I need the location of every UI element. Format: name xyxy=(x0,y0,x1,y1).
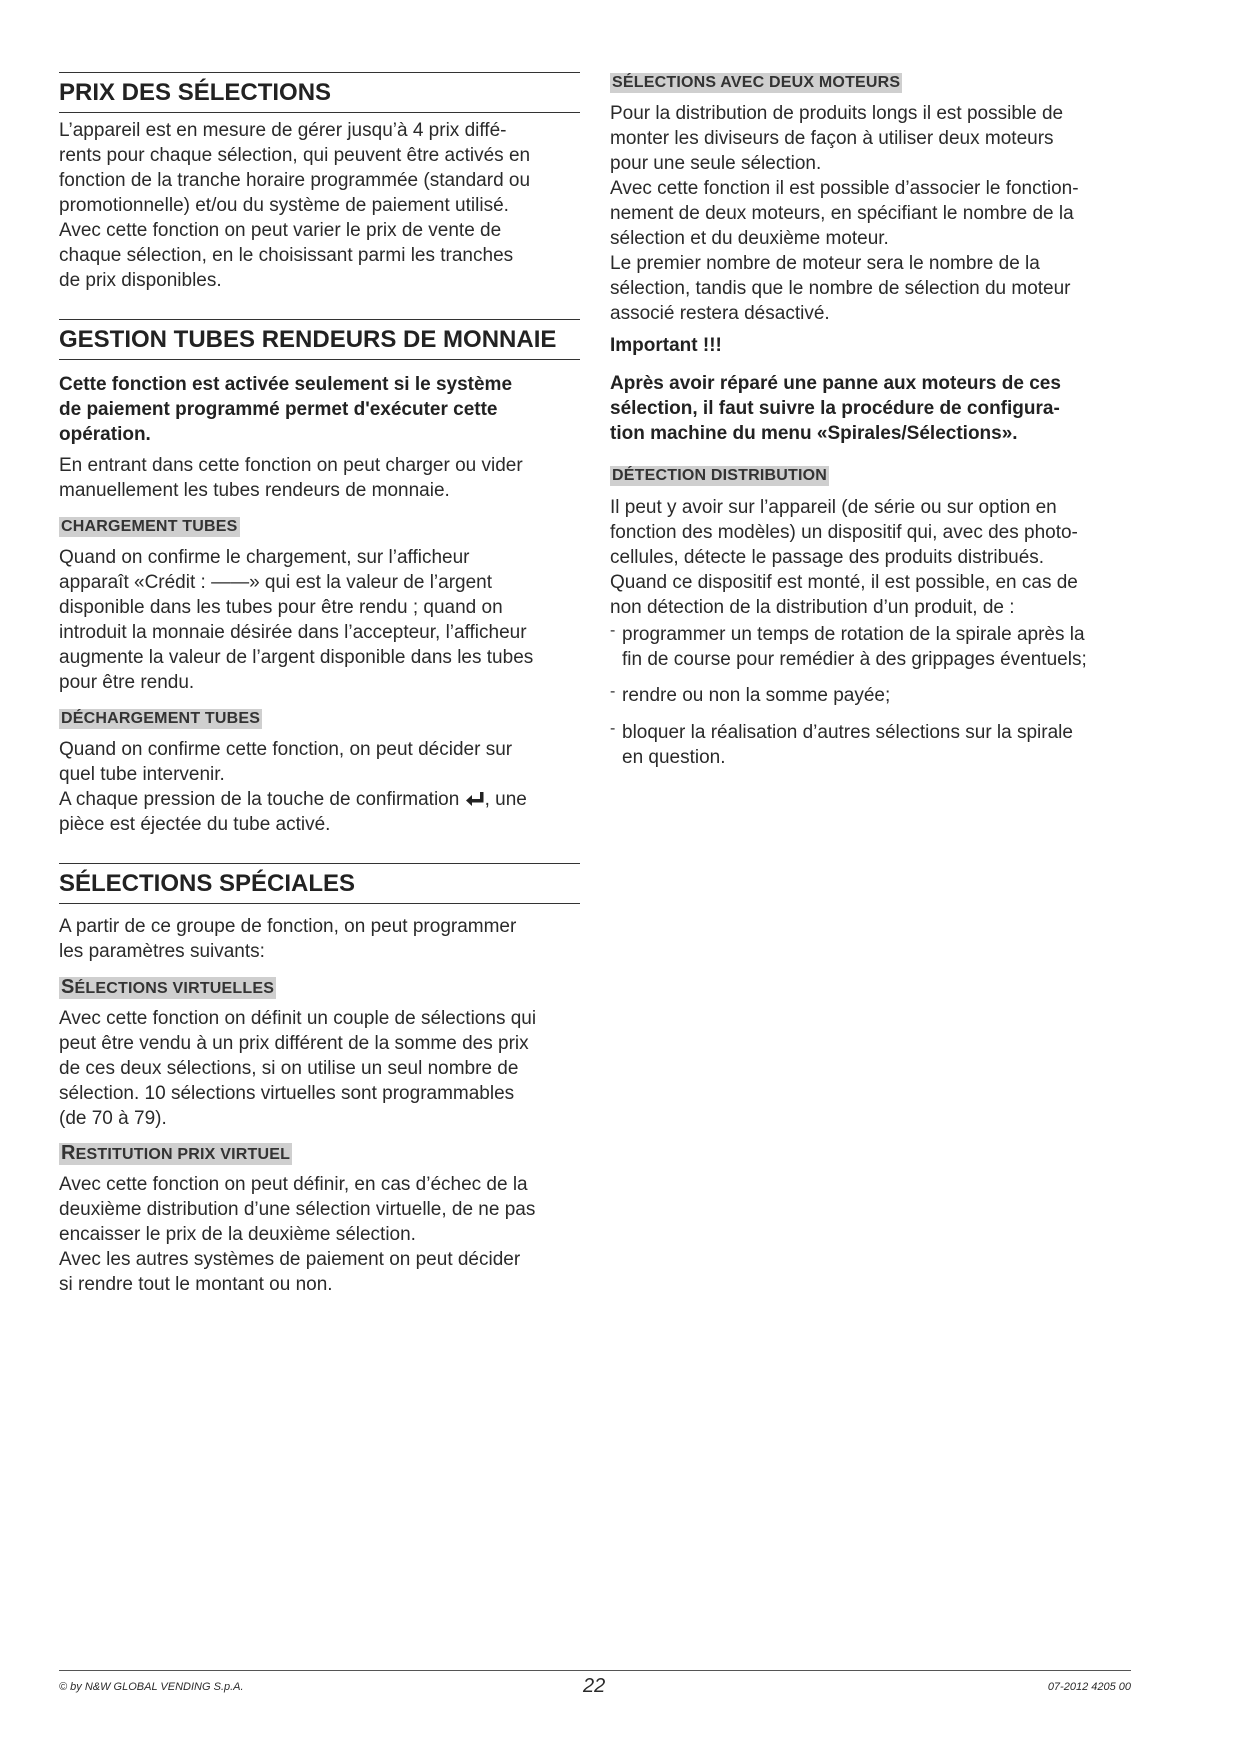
section-title: SÉLECTIONS SPÉCIALES xyxy=(59,863,580,904)
text-line: Le premier nombre de moteur sera le nombre de la xyxy=(610,253,1040,274)
text-line: manuellement les tubes rendeurs de monnaie. xyxy=(59,480,450,501)
section-body xyxy=(59,453,580,503)
section-title: GESTION TUBES RENDEURS DE MONNAIE xyxy=(59,319,580,360)
subheading-rest: ESTITUTION PRIX VIRTUEL xyxy=(75,1146,291,1163)
subheading-initial: S xyxy=(61,976,75,998)
text-line xyxy=(59,787,580,812)
important-label xyxy=(610,333,1132,358)
text-line: sélection. 10 sélections virtuelles sont programmables xyxy=(59,1083,515,1104)
page-number: 22 xyxy=(583,1675,606,1697)
list-dash: - xyxy=(610,720,616,737)
copyright: © by N&W GLOBAL VENDING S.p.A. xyxy=(59,1681,244,1693)
text-line: disponible dans les tubes pour être rendu ; quand on xyxy=(59,597,503,618)
subheading: DÉTECTION DISTRIBUTION xyxy=(612,467,828,484)
subheading-selections-virtuelles xyxy=(59,977,580,999)
subheading-detection-distribution xyxy=(610,466,1132,486)
text-line: Quand on confirme le chargement, sur l’afficheur xyxy=(59,547,470,568)
enter-key-icon xyxy=(465,790,485,808)
list-dash: - xyxy=(610,683,616,700)
text-line: Il peut y avoir sur l’appareil (de série ou sur option en xyxy=(610,497,1057,518)
subheading-dechargement-tubes xyxy=(59,709,580,729)
text-line: pour une seule sélection. xyxy=(610,153,822,174)
text-line: fonction de la tranche horaire programmée (standard ou xyxy=(59,170,531,191)
text-line: cellules, détecte le passage des produits distribués. xyxy=(610,547,1045,568)
text-line: pièce est éjectée du tube activé. xyxy=(59,814,331,835)
subheading xyxy=(59,977,276,999)
section-body xyxy=(59,914,580,964)
text-fragment: A chaque pression de la touche de confirmation xyxy=(59,789,460,810)
text-line: Avec cette fonction il est possible d’associer le fonction- xyxy=(610,178,1079,199)
list-item xyxy=(610,683,1132,708)
text-line: Avec cette fonction on peut varier le prix de vente de xyxy=(59,220,502,241)
text-line: monter les diviseurs de façon à utiliser deux moteurs xyxy=(610,128,1054,149)
text-line: de ces deux sélections, si on utilise un seul nombre de xyxy=(59,1058,519,1079)
section-gestion-tubes xyxy=(59,319,580,360)
text-line: en question. xyxy=(622,747,726,768)
text-line: deuxième distribution d’une sélection virtuelle, de ne pas xyxy=(59,1199,536,1220)
text-line: non détection de la distribution d’un produit, de : xyxy=(610,597,1015,618)
text-line: de paiement programmé permet d'exécuter cette xyxy=(59,399,498,420)
list-item xyxy=(610,720,1132,770)
subheading: DÉCHARGEMENT TUBES xyxy=(61,710,261,727)
text-line: En entrant dans cette fonction on peut charger ou vider xyxy=(59,455,523,476)
text-line: encaisser le prix de la deuxième sélection. xyxy=(59,1224,416,1245)
text-fragment: , une xyxy=(484,789,527,810)
text-line: rendre ou non la somme payée; xyxy=(622,685,891,706)
subheading-chargement-tubes xyxy=(59,517,580,537)
subheading: SÉLECTIONS AVEC DEUX MOTEURS xyxy=(612,74,901,91)
subsection-body xyxy=(610,101,1132,326)
section-selections-speciales xyxy=(59,863,580,904)
subheading-initial: R xyxy=(61,1142,76,1164)
text-line: tion machine du menu «Spirales/Sélections». xyxy=(610,423,1018,444)
text-line: Après avoir réparé une panne aux moteurs de ces xyxy=(610,373,1061,394)
text-line: (de 70 à 79). xyxy=(59,1108,167,1129)
text-line: fin de course pour remédier à des grippages éventuels; xyxy=(622,649,1087,670)
text-line: sélection, il faut suivre la procédure de configura- xyxy=(610,398,1060,419)
text-line: rents pour chaque sélection, qui peuvent être activés en xyxy=(59,145,531,166)
text-line: pour être rendu. xyxy=(59,672,195,693)
text-line: introduit la monnaie désirée dans l’accepteur, l’afficheur xyxy=(59,622,527,643)
text-line: opération. xyxy=(59,424,151,445)
text-line: quel tube intervenir. xyxy=(59,764,225,785)
subheading-rest: ÉLECTIONS VIRTUELLES xyxy=(74,980,275,997)
list-item xyxy=(610,622,1132,672)
text-line: apparaît «Crédit : ——» qui est la valeur de l’argent xyxy=(59,572,493,593)
subsection-body xyxy=(610,495,1132,620)
subheading-restitution-prix-virtuel xyxy=(59,1143,580,1165)
text-line: augmente la valeur de l’argent disponible dans les tubes xyxy=(59,647,534,668)
text-line: L’appareil est en mesure de gérer jusqu’à 4 prix diffé- xyxy=(59,120,507,141)
text-line: Pour la distribution de produits longs il est possible de xyxy=(610,103,1064,124)
subheading: CHARGEMENT TUBES xyxy=(61,518,238,535)
subsection-body xyxy=(59,545,580,695)
text-line: peut être vendu à un prix différent de la somme des prix xyxy=(59,1033,529,1054)
important-note xyxy=(610,371,1132,446)
text-line: bloquer la réalisation d’autres sélections sur la spirale xyxy=(622,722,1073,743)
text-line: programmer un temps de rotation de la spirale après la xyxy=(622,624,1085,645)
text-line: Avec cette fonction on définit un couple de sélections qui xyxy=(59,1008,537,1029)
subsection-body xyxy=(59,1172,580,1297)
text-line: Cette fonction est activée seulement si le système xyxy=(59,374,513,395)
document-code: 07-2012 4205 00 xyxy=(1047,1681,1131,1693)
text-line: Important !!! xyxy=(610,335,722,356)
section-title: PRIX DES SÉLECTIONS xyxy=(59,72,580,113)
subheading-selections-deux-moteurs xyxy=(610,73,1132,93)
text-line: promotionnelle) et/ou du système de paiement utilisé. xyxy=(59,195,509,216)
text-line: Avec les autres systèmes de paiement on peut décider xyxy=(59,1249,521,1270)
text-line: de prix disponibles. xyxy=(59,270,222,291)
text-line: chaque sélection, en le choisissant parmi les tranches xyxy=(59,245,514,266)
text-line: fonction des modèles) un dispositif qui, avec des photo- xyxy=(610,522,1078,543)
text-line: Quand on confirme cette fonction, on peut décider sur xyxy=(59,739,513,760)
list-dash: - xyxy=(610,622,616,639)
section-prix-des-selections xyxy=(59,72,580,113)
subsection-body xyxy=(59,737,580,837)
text-line: nement de deux moteurs, en spécifiant le nombre de la xyxy=(610,203,1074,224)
text-line: si rendre tout le montant ou non. xyxy=(59,1274,333,1295)
text-line: associé restera désactivé. xyxy=(610,303,830,324)
text-line: Avec cette fonction on peut définir, en cas d’échec de la xyxy=(59,1174,528,1195)
text-line: sélection et du deuxième moteur. xyxy=(610,228,889,249)
subsection-body xyxy=(59,1006,580,1131)
section-body xyxy=(59,118,580,293)
text-line: A partir de ce groupe de fonction, on peut programmer xyxy=(59,916,517,937)
warning-note xyxy=(59,372,580,447)
page-footer xyxy=(59,1670,1131,1697)
text-line: sélection, tandis que le nombre de sélection du moteur xyxy=(610,278,1071,299)
text-line: Quand ce dispositif est monté, il est possible, en cas de xyxy=(610,572,1078,593)
text-line: les paramètres suivants: xyxy=(59,941,265,962)
subheading xyxy=(59,1143,292,1165)
